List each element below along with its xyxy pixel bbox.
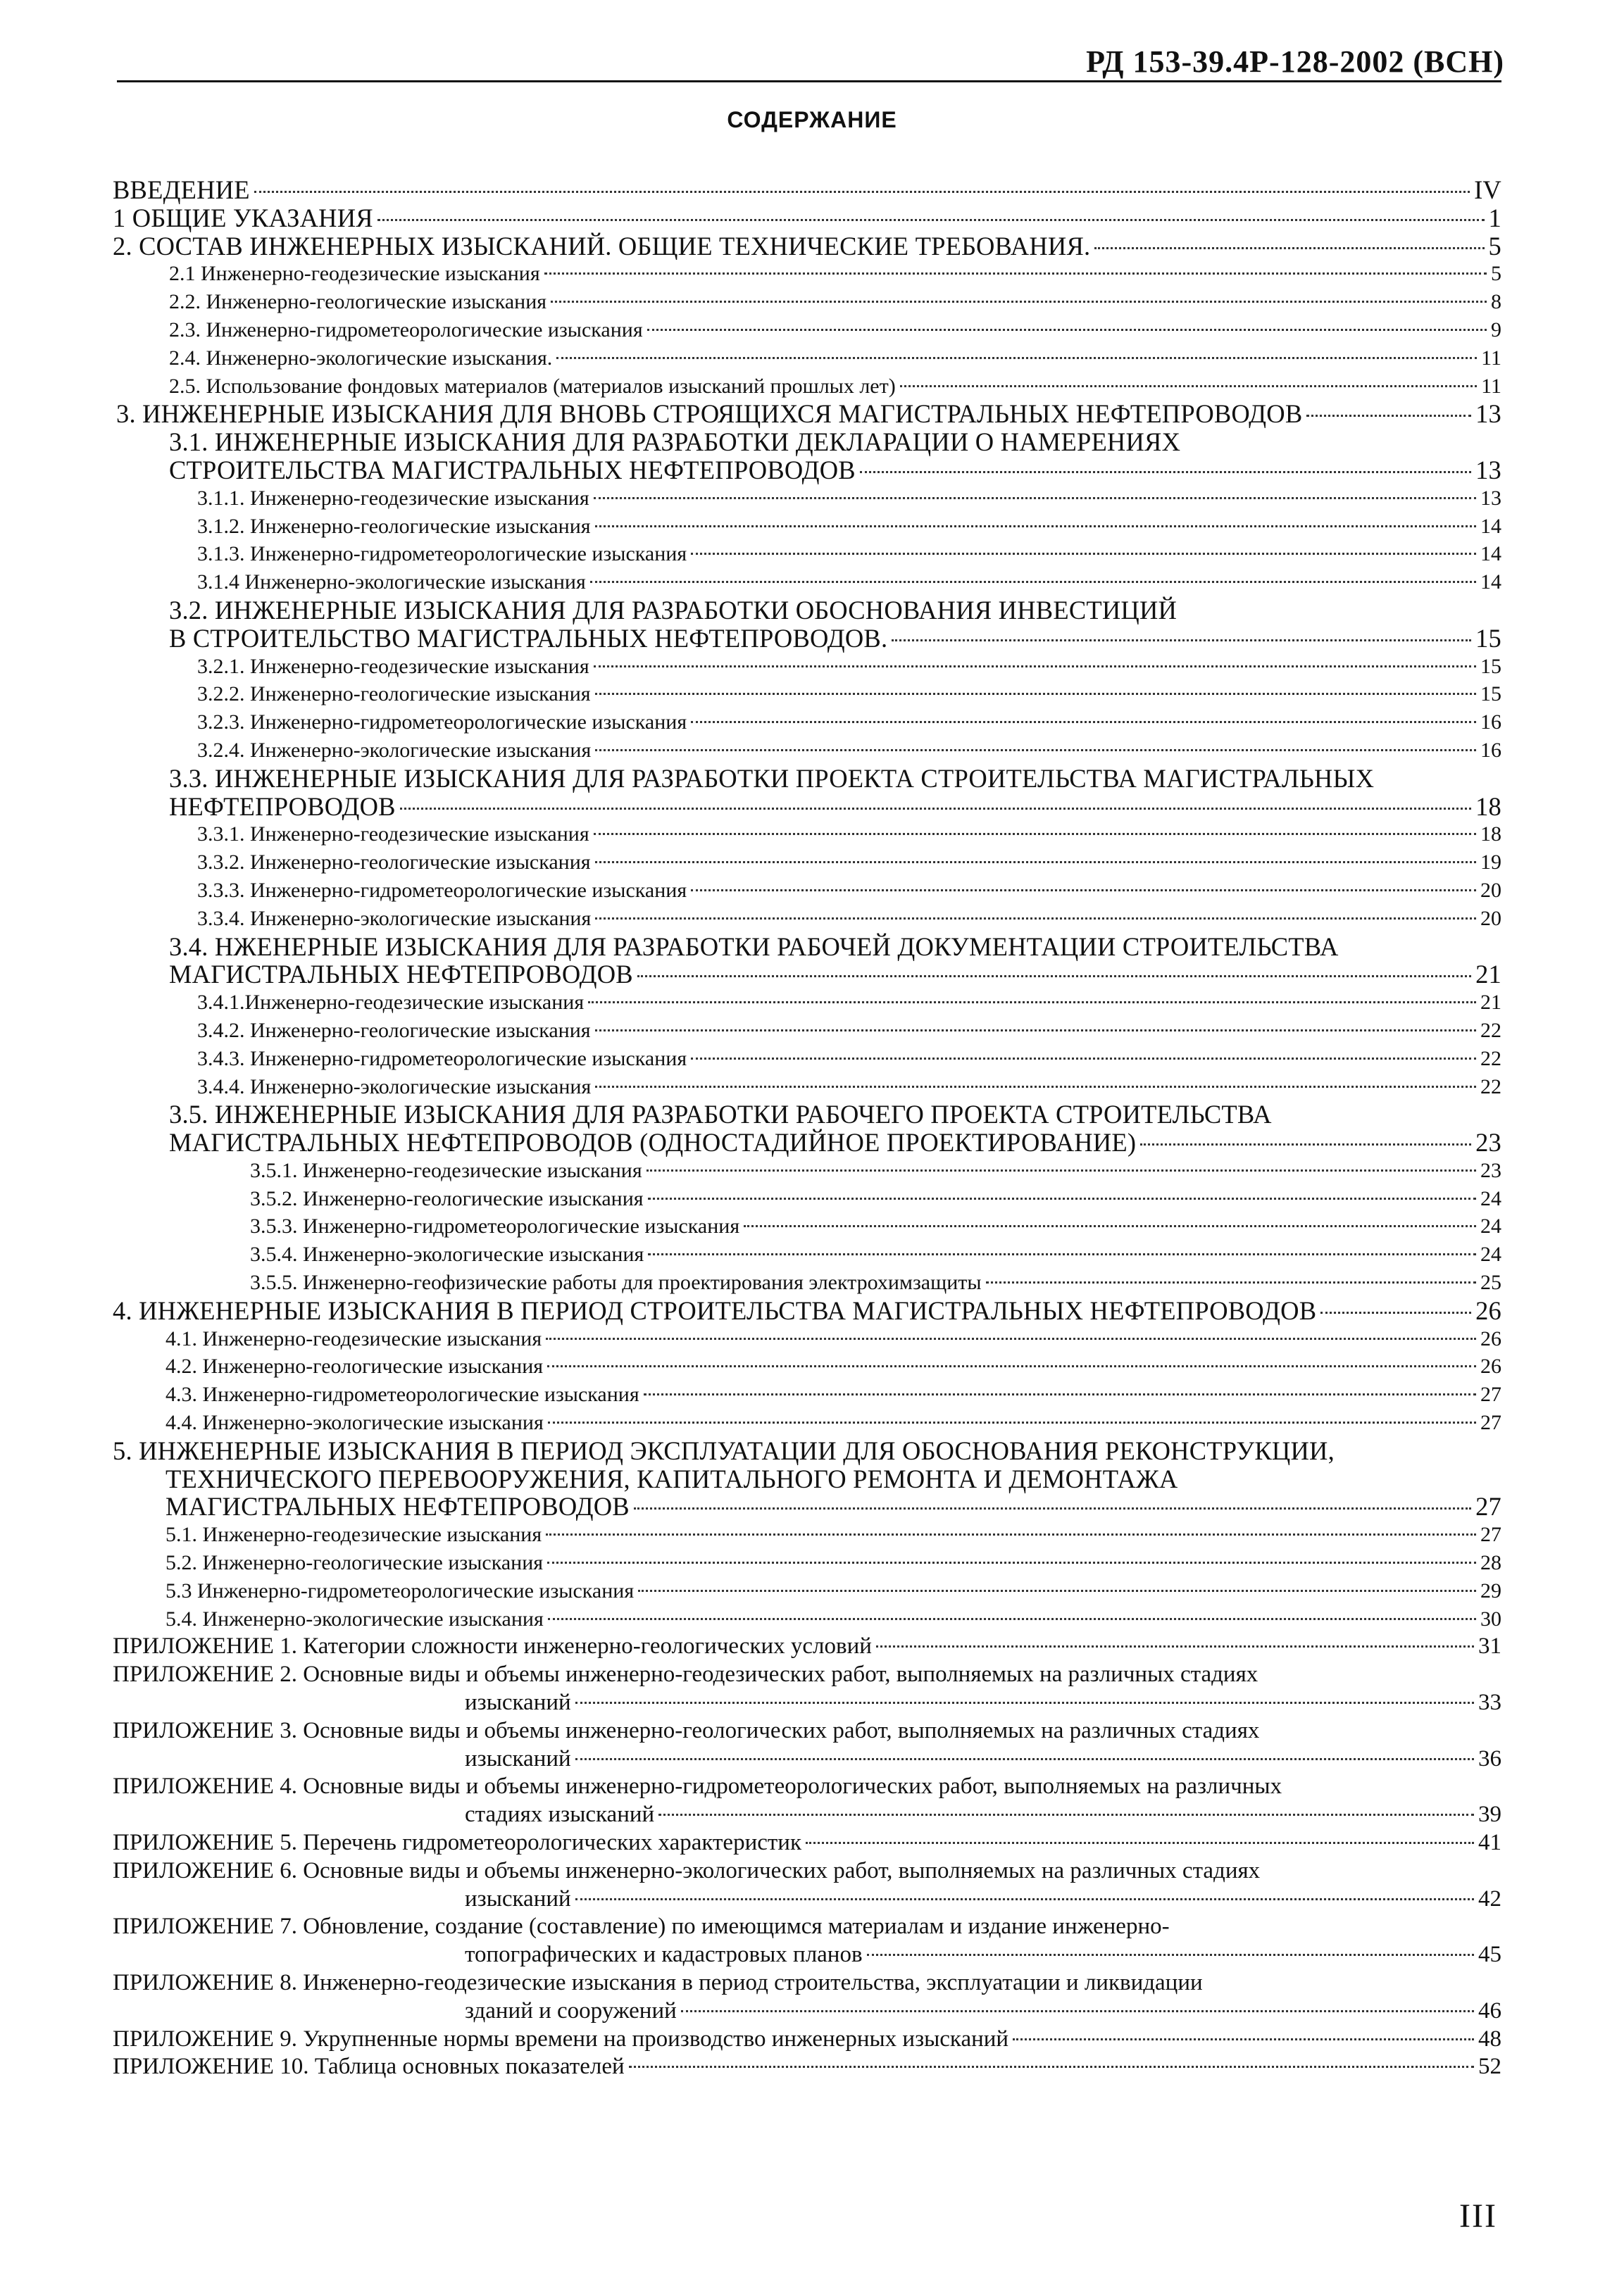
toc-entry-page: 5 xyxy=(1491,262,1501,286)
toc-entry-page: 24 xyxy=(1480,1186,1501,1210)
toc-entry-page: 22 xyxy=(1480,1046,1501,1070)
toc-entry-title: МАГИСТРАЛЬНЫХ НЕФТЕПРОВОДОВ xyxy=(169,960,633,989)
document-code: РД 153-39.4Р-128-2002 (ВСН) xyxy=(1086,44,1504,79)
toc-entry xyxy=(113,1353,1501,1381)
dot-leader xyxy=(648,1198,1476,1200)
toc-entry-page: 18 xyxy=(1480,822,1501,846)
toc-entry-title: 3.4.1.Инженерно-геодезические изыскания xyxy=(197,991,585,1015)
toc-entry-title: 2.2. Инженерно-геологические изыскания xyxy=(169,290,547,314)
toc-entry xyxy=(113,288,1501,316)
toc-entry xyxy=(113,484,1501,513)
toc-entry xyxy=(113,848,1501,877)
dot-leader xyxy=(1140,1143,1471,1146)
page-number: III xyxy=(1459,2197,1497,2235)
toc-entry-page: 20 xyxy=(1480,878,1501,902)
toc-entry-page: 23 xyxy=(1480,1158,1501,1182)
dot-leader xyxy=(595,1029,1476,1031)
toc-entry xyxy=(113,1212,1501,1241)
toc-entry xyxy=(113,765,1501,821)
toc-entry-page: 27 xyxy=(1480,1383,1501,1407)
dot-leader xyxy=(595,861,1476,863)
dot-leader xyxy=(744,1225,1476,1227)
toc-entry xyxy=(113,1605,1501,1633)
toc-entry-page: 22 xyxy=(1480,1074,1501,1098)
toc-entry-title: 3.4.3. Инженерно-гидрометеорологические изыскания xyxy=(197,1046,687,1070)
toc-entry-title: 3.5.2. Инженерно-геологические изыскания xyxy=(250,1186,644,1210)
toc-entry-title-line: 3.3. ИНЖЕНЕРНЫЕ ИЗЫСКАНИЯ ДЛЯ РАЗРАБОТКИ ПРОЕКТА СТРОИТЕЛЬСТВА МАГИСТРАЛЬНЫХ xyxy=(169,763,1375,793)
toc-entry-page: 33 xyxy=(1478,1690,1501,1716)
toc-entry-title: 3.5.4. Инженерно-экологические изыскания xyxy=(250,1243,644,1267)
toc-entry-page: 14 xyxy=(1480,570,1501,594)
toc-entry-title-line: 3.4. НЖЕНЕРНЫЕ ИЗЫСКАНИЯ ДЛЯ РАЗРАБОТКИ РАБОЧЕЙ ДОКУМЕНТАЦИИ СТРОИТЕЛЬСТВА xyxy=(169,931,1339,961)
toc-entry-title-line: ПРИЛОЖЕНИЕ 7. Обновление, создание (составление) по имеющимся материалам и издание инженерно- xyxy=(113,1914,1170,1940)
dot-leader xyxy=(876,1645,1474,1648)
toc-entry-title-line: ПРИЛОЖЕНИЕ 3. Основные виды и объемы инженерно-геологических работ, выполняемых на различных стадиях xyxy=(113,1717,1260,1743)
toc-entry-title: 3. ИНЖЕНЕРНЫЕ ИЗЫСКАНИЯ ДЛЯ ВНОВЬ СТРОЯЩИХСЯ МАГИСТРАЛЬНЫХ НЕФТЕПРОВОДОВ xyxy=(116,400,1303,429)
toc-entry xyxy=(113,1857,1501,1914)
dot-leader xyxy=(1320,1312,1471,1314)
toc-entry-page: 23 xyxy=(1475,1129,1501,1157)
toc-entry-page: 11 xyxy=(1481,374,1501,398)
dot-leader xyxy=(547,1365,1476,1367)
toc-entry xyxy=(113,1185,1501,1213)
dot-leader xyxy=(547,1562,1476,1564)
toc-entry-title: 2.5. Использование фондовых материалов (материалов изысканий прошлых лет) xyxy=(169,374,896,398)
dot-leader xyxy=(681,2010,1474,2012)
toc-entry-page: 1 xyxy=(1488,203,1501,232)
toc-entry-page: 30 xyxy=(1480,1607,1501,1631)
toc-entry xyxy=(113,372,1501,401)
toc-entry-title-line: 3.1. ИНЖЕНЕРНЫЕ ИЗЫСКАНИЯ ДЛЯ РАЗРАБОТКИ ДЕКЛАРАЦИИ О НАМЕРЕНИЯХ xyxy=(169,427,1181,457)
toc-entry-title: СТРОИТЕЛЬСТВА МАГИСТРАЛЬНЫХ НЕФТЕПРОВОДОВ xyxy=(169,456,856,484)
toc-entry xyxy=(113,2026,1501,2054)
toc-entry-title: 2. СОСТАВ ИНЖЕНЕРНЫХ ИЗЫСКАНИЙ. ОБЩИЕ ТЕХНИЧЕСКИЕ ТРЕБОВАНИЯ. xyxy=(113,232,1091,261)
toc-entry xyxy=(113,1633,1501,1661)
toc-entry xyxy=(113,1717,1501,1774)
toc-entry-title: МАГИСТРАЛЬНЫХ НЕФТЕПРОВОДОВ (ОДНОСТАДИЙНОЕ ПРОЕКТИРОВАНИЕ) xyxy=(169,1129,1137,1157)
toc-entry-title: 4.2. Инженерно-геологические изыскания xyxy=(165,1355,544,1379)
toc-entry-title: 3.5.3. Инженерно-гидрометеорологические изыскания xyxy=(250,1215,740,1238)
toc-entry-page: 52 xyxy=(1478,2054,1501,2080)
dot-leader xyxy=(588,1001,1476,1003)
toc-entry-page: 11 xyxy=(1481,346,1501,370)
toc-entry-title: 5.2. Инженерно-геологические изыскания xyxy=(165,1551,544,1575)
toc-entry-page: 26 xyxy=(1480,1355,1501,1379)
toc-entry-page: 24 xyxy=(1480,1243,1501,1267)
dot-leader xyxy=(590,581,1476,583)
toc-entry-title: 3.3.2. Инженерно-геологические изыскания xyxy=(197,851,591,874)
toc-entry-title-line: ПРИЛОЖЕНИЕ 8. Инженерно-геодезические изыскания в период строительства, эксплуатации и ликвидации xyxy=(113,1970,1203,1995)
toc-entry xyxy=(113,568,1501,596)
toc-entry-title: 2.4. Инженерно-экологические изыскания. xyxy=(169,346,553,370)
dot-leader xyxy=(551,301,1487,303)
dot-leader xyxy=(892,639,1471,641)
toc-entry-title: В СТРОИТЕЛЬСТВО МАГИСТРАЛЬНЫХ НЕФТЕПРОВОДОВ. xyxy=(169,624,888,653)
toc-entry-page: 24 xyxy=(1480,1215,1501,1238)
toc-entry-page: 42 xyxy=(1478,1886,1501,1912)
toc-entry xyxy=(113,540,1501,568)
toc-entry-title-line: ПРИЛОЖЕНИЕ 4. Основные виды и объемы инженерно-гидрометеорологических работ, выполняемых на различных xyxy=(113,1774,1282,1800)
toc-entry-page: 15 xyxy=(1475,624,1501,653)
toc-entry-title: 3.1.2. Инженерно-геологические изыскания xyxy=(197,514,591,538)
contents-title: СОДЕРЖАНИЕ xyxy=(727,107,897,132)
toc-entry-title: 4. ИНЖЕНЕРНЫЕ ИЗЫСКАНИЯ В ПЕРИОД СТРОИТЕЛЬСТВА МАГИСТРАЛЬНЫХ НЕФТЕПРОВОДОВ xyxy=(113,1296,1317,1325)
toc-entry-page: 48 xyxy=(1478,2026,1501,2052)
dot-leader xyxy=(595,917,1476,920)
dot-leader xyxy=(986,1281,1476,1284)
toc-entry-title: 3.1.4 Инженерно-экологические изыскания xyxy=(197,570,586,594)
toc-entry xyxy=(113,2053,1501,2081)
toc-entry xyxy=(113,428,1501,484)
toc-entry xyxy=(113,905,1501,933)
toc-entry-page: 27 xyxy=(1475,1493,1501,1522)
toc-entry xyxy=(113,989,1501,1017)
table-of-contents xyxy=(113,176,1501,2081)
toc-entry-title: 2.1 Инженерно-геодезические изыскания xyxy=(169,262,540,286)
toc-entry xyxy=(113,316,1501,344)
toc-entry-title: 3.1.3. Инженерно-гидрометеорологические изыскания xyxy=(197,542,687,566)
toc-entry-page: 31 xyxy=(1478,1633,1501,1660)
dot-leader xyxy=(647,1169,1476,1172)
toc-entry-title: изысканий xyxy=(465,1745,571,1771)
dot-leader xyxy=(400,808,1471,810)
toc-entry-title: 5.3 Инженерно-гидрометеорологические изыскания xyxy=(165,1579,635,1602)
toc-entry-page: 19 xyxy=(1480,851,1501,874)
toc-entry-page: 22 xyxy=(1480,1018,1501,1042)
toc-entry xyxy=(113,1437,1501,1521)
toc-entry-title: 3.3.4. Инженерно-экологические изыскания xyxy=(197,906,592,930)
dot-leader xyxy=(546,1533,1476,1536)
toc-entry-title: ПРИЛОЖЕНИЕ 10. Таблица основных показателей xyxy=(113,2054,625,2080)
dot-leader xyxy=(544,272,1487,275)
dot-leader xyxy=(548,1618,1476,1620)
toc-entry-title-line: ТЕХНИЧЕСКОГО ПЕРЕВООРУЖЕНИЯ, КАПИТАЛЬНОГО РЕМОНТА И ДЕМОНТАЖА xyxy=(165,1464,1178,1493)
toc-entry-title: 4.4. Инженерно-экологические изыскания xyxy=(165,1411,544,1435)
toc-entry-page: 20 xyxy=(1480,906,1501,930)
toc-entry-title: изысканий xyxy=(465,1690,571,1716)
toc-entry-title: 5.1. Инженерно-геодезические изыскания xyxy=(165,1523,542,1547)
toc-entry-title: изысканий xyxy=(465,1886,571,1912)
toc-entry xyxy=(113,1577,1501,1605)
toc-entry-title: 3.4.2. Инженерно-геологические изыскания xyxy=(197,1018,591,1042)
toc-entry-title-line: 5. ИНЖЕНЕРНЫЕ ИЗЫСКАНИЯ В ПЕРИОД ЭКСПЛУАТАЦИИ ДЛЯ ОБОСНОВАНИЯ РЕКОНСТРУКЦИИ, xyxy=(113,1436,1335,1465)
dot-leader xyxy=(658,1814,1474,1816)
toc-entry xyxy=(113,1549,1501,1577)
toc-entry xyxy=(113,1241,1501,1269)
toc-entry-title: 3.2.3. Инженерно-гидрометеорологические изыскания xyxy=(197,710,687,734)
toc-entry-page: 26 xyxy=(1480,1326,1501,1350)
toc-entry xyxy=(113,1969,1501,2026)
toc-entry xyxy=(113,1661,1501,1717)
dot-leader xyxy=(634,1507,1471,1510)
dot-leader xyxy=(1013,2038,1474,2040)
toc-entry-title: 3.4.4. Инженерно-экологические изыскания xyxy=(197,1074,592,1098)
toc-entry-title: 4.3. Инженерно-гидрометеорологические изыскания xyxy=(165,1383,639,1407)
dot-leader xyxy=(377,219,1485,221)
toc-entry-page: 8 xyxy=(1491,290,1501,314)
toc-entry-page: 27 xyxy=(1480,1523,1501,1547)
dot-leader xyxy=(648,1253,1476,1255)
toc-entry xyxy=(113,1773,1501,1829)
toc-entry-page: 41 xyxy=(1478,1830,1501,1856)
dot-leader xyxy=(691,1058,1476,1060)
toc-entry-title: ВВЕДЕНИЕ xyxy=(113,176,250,204)
dot-leader xyxy=(556,357,1477,359)
toc-entry xyxy=(113,708,1501,736)
toc-entry xyxy=(113,1073,1501,1101)
toc-entry-page: 16 xyxy=(1480,710,1501,734)
toc-entry xyxy=(113,260,1501,288)
toc-entry-page: 25 xyxy=(1480,1271,1501,1295)
toc-entry xyxy=(113,653,1501,681)
toc-entry-page: 21 xyxy=(1475,960,1501,989)
dot-leader xyxy=(548,1422,1476,1424)
toc-entry xyxy=(113,400,1501,428)
dot-leader xyxy=(595,693,1476,695)
dot-leader xyxy=(546,1338,1476,1340)
toc-entry-page: 36 xyxy=(1478,1745,1501,1771)
dot-leader xyxy=(691,721,1476,723)
toc-entry-page: 13 xyxy=(1475,456,1501,484)
toc-entry xyxy=(113,1157,1501,1185)
toc-entry xyxy=(113,344,1501,372)
toc-entry-page: 46 xyxy=(1478,1997,1501,2024)
toc-entry-page: 5 xyxy=(1488,232,1501,261)
toc-entry-title: 3.1.1. Инженерно-геодезические изыскания xyxy=(197,486,589,510)
toc-entry-title: 3.5.1. Инженерно-геодезические изыскания xyxy=(250,1158,642,1182)
toc-entry-title: ПРИЛОЖЕНИЕ 5. Перечень гидрометеорологических характеристик xyxy=(113,1830,801,1856)
dot-leader xyxy=(647,329,1487,331)
toc-entry-title: 3.3.3. Инженерно-гидрометеорологические изыскания xyxy=(197,878,687,902)
toc-entry xyxy=(113,680,1501,708)
dot-leader xyxy=(575,1758,1474,1760)
toc-entry-page: 26 xyxy=(1475,1296,1501,1325)
toc-entry xyxy=(113,1045,1501,1073)
toc-entry-page: 27 xyxy=(1480,1411,1501,1435)
dot-leader xyxy=(691,553,1476,555)
toc-entry-page: 28 xyxy=(1480,1551,1501,1575)
dot-leader xyxy=(595,525,1476,527)
dot-leader xyxy=(867,1954,1474,1956)
toc-entry-page: 15 xyxy=(1480,682,1501,706)
toc-entry xyxy=(113,596,1501,653)
toc-entry-page: IV xyxy=(1474,176,1501,204)
toc-entry xyxy=(113,820,1501,848)
dot-leader xyxy=(637,975,1471,977)
toc-entry-title: НЕФТЕПРОВОДОВ xyxy=(169,792,396,821)
dot-leader xyxy=(644,1393,1476,1395)
toc-entry xyxy=(113,1521,1501,1549)
toc-entry xyxy=(113,1381,1501,1409)
toc-entry-title: 3.3.1. Инженерно-геодезические изыскания xyxy=(197,822,589,846)
toc-entry-title: 3.2.2. Инженерно-геологические изыскания xyxy=(197,682,591,706)
toc-entry-page: 14 xyxy=(1480,542,1501,566)
dot-leader xyxy=(691,889,1476,891)
toc-entry xyxy=(113,1269,1501,1297)
dot-leader xyxy=(900,385,1477,387)
toc-entry-title: 2.3. Инженерно-гидрометеорологические изыскания xyxy=(169,318,643,341)
toc-entry-title-line: ПРИЛОЖЕНИЕ 6. Основные виды и объемы инженерно-экологических работ, выполняемых на различных стадиях xyxy=(113,1857,1261,1883)
toc-entry-page: 18 xyxy=(1475,792,1501,821)
header-rule xyxy=(117,80,1501,82)
dot-leader xyxy=(594,497,1476,499)
toc-entry xyxy=(113,736,1501,765)
toc-entry-title: ПРИЛОЖЕНИЕ 1. Категории сложности инженерно-геологических условий xyxy=(113,1633,872,1660)
toc-entry-title: МАГИСТРАЛЬНЫХ НЕФТЕПРОВОДОВ xyxy=(165,1493,630,1522)
toc-entry-title: зданий и сооружений xyxy=(465,1997,677,2024)
dot-leader xyxy=(595,1086,1476,1088)
toc-entry-title-line: ПРИЛОЖЕНИЕ 2. Основные виды и объемы инженерно-геодезических работ, выполняемых на различных стадиях xyxy=(113,1662,1258,1688)
toc-entry xyxy=(113,176,1501,204)
toc-entry xyxy=(113,1297,1501,1325)
toc-entry xyxy=(113,1325,1501,1353)
toc-entry-page: 14 xyxy=(1480,514,1501,538)
toc-entry-page: 29 xyxy=(1480,1579,1501,1602)
toc-entry-title: 3.2.1. Инженерно-геодезические изыскания xyxy=(197,654,589,678)
toc-entry xyxy=(113,513,1501,541)
toc-entry-page: 13 xyxy=(1480,486,1501,510)
toc-entry-page: 39 xyxy=(1478,1802,1501,1828)
toc-entry xyxy=(113,1017,1501,1045)
toc-entry-title: стадиях изысканий xyxy=(465,1802,655,1828)
dot-leader xyxy=(1306,415,1471,417)
toc-entry xyxy=(113,232,1501,261)
toc-entry-title: 3.2.4. Инженерно-экологические изыскания xyxy=(197,738,592,762)
dot-leader xyxy=(575,1898,1474,1900)
dot-leader xyxy=(594,833,1476,835)
toc-entry xyxy=(113,933,1501,989)
dot-leader xyxy=(860,471,1471,473)
toc-entry xyxy=(113,877,1501,905)
dot-leader xyxy=(595,749,1476,751)
toc-entry-page: 21 xyxy=(1480,991,1501,1015)
dot-leader xyxy=(594,665,1476,667)
toc-entry-page: 13 xyxy=(1475,400,1501,429)
toc-entry-title: 3.5.5. Инженерно-геофизические работы для проектирования электрохимзащиты xyxy=(250,1271,982,1295)
toc-entry-title: ПРИЛОЖЕНИЕ 9. Укрупненные нормы времени на производство инженерных изысканий xyxy=(113,2026,1009,2052)
toc-entry xyxy=(113,204,1501,232)
dot-leader xyxy=(638,1590,1476,1592)
toc-entry-title: топографических и кадастровых планов xyxy=(465,1942,863,1968)
toc-entry-title: 4.1. Инженерно-геодезические изыскания xyxy=(165,1326,542,1350)
toc-entry xyxy=(113,1100,1501,1157)
toc-entry xyxy=(113,1913,1501,1969)
dot-leader xyxy=(629,2066,1474,2068)
toc-entry xyxy=(113,1829,1501,1857)
toc-entry-page: 9 xyxy=(1491,318,1501,341)
toc-entry-title-line: 3.5. ИНЖЕНЕРНЫЕ ИЗЫСКАНИЯ ДЛЯ РАЗРАБОТКИ РАБОЧЕГО ПРОЕКТА СТРОИТЕЛЬСТВА xyxy=(169,1100,1272,1129)
toc-entry-page: 15 xyxy=(1480,654,1501,678)
toc-entry-title: 1 ОБЩИЕ УКАЗАНИЯ xyxy=(113,203,373,232)
dot-leader xyxy=(806,1842,1474,1844)
toc-entry-page: 16 xyxy=(1480,738,1501,762)
toc-entry-title-line: 3.2. ИНЖЕНЕРНЫЕ ИЗЫСКАНИЯ ДЛЯ РАЗРАБОТКИ ОБОСНОВАНИЯ ИНВЕСТИЦИЙ xyxy=(169,595,1178,625)
toc-entry xyxy=(113,1409,1501,1437)
dot-leader xyxy=(1094,247,1484,249)
dot-leader xyxy=(254,191,1470,193)
dot-leader xyxy=(575,1702,1474,1704)
toc-entry-title: 5.4. Инженерно-экологические изыскания xyxy=(165,1607,544,1631)
toc-entry-page: 45 xyxy=(1478,1942,1501,1968)
